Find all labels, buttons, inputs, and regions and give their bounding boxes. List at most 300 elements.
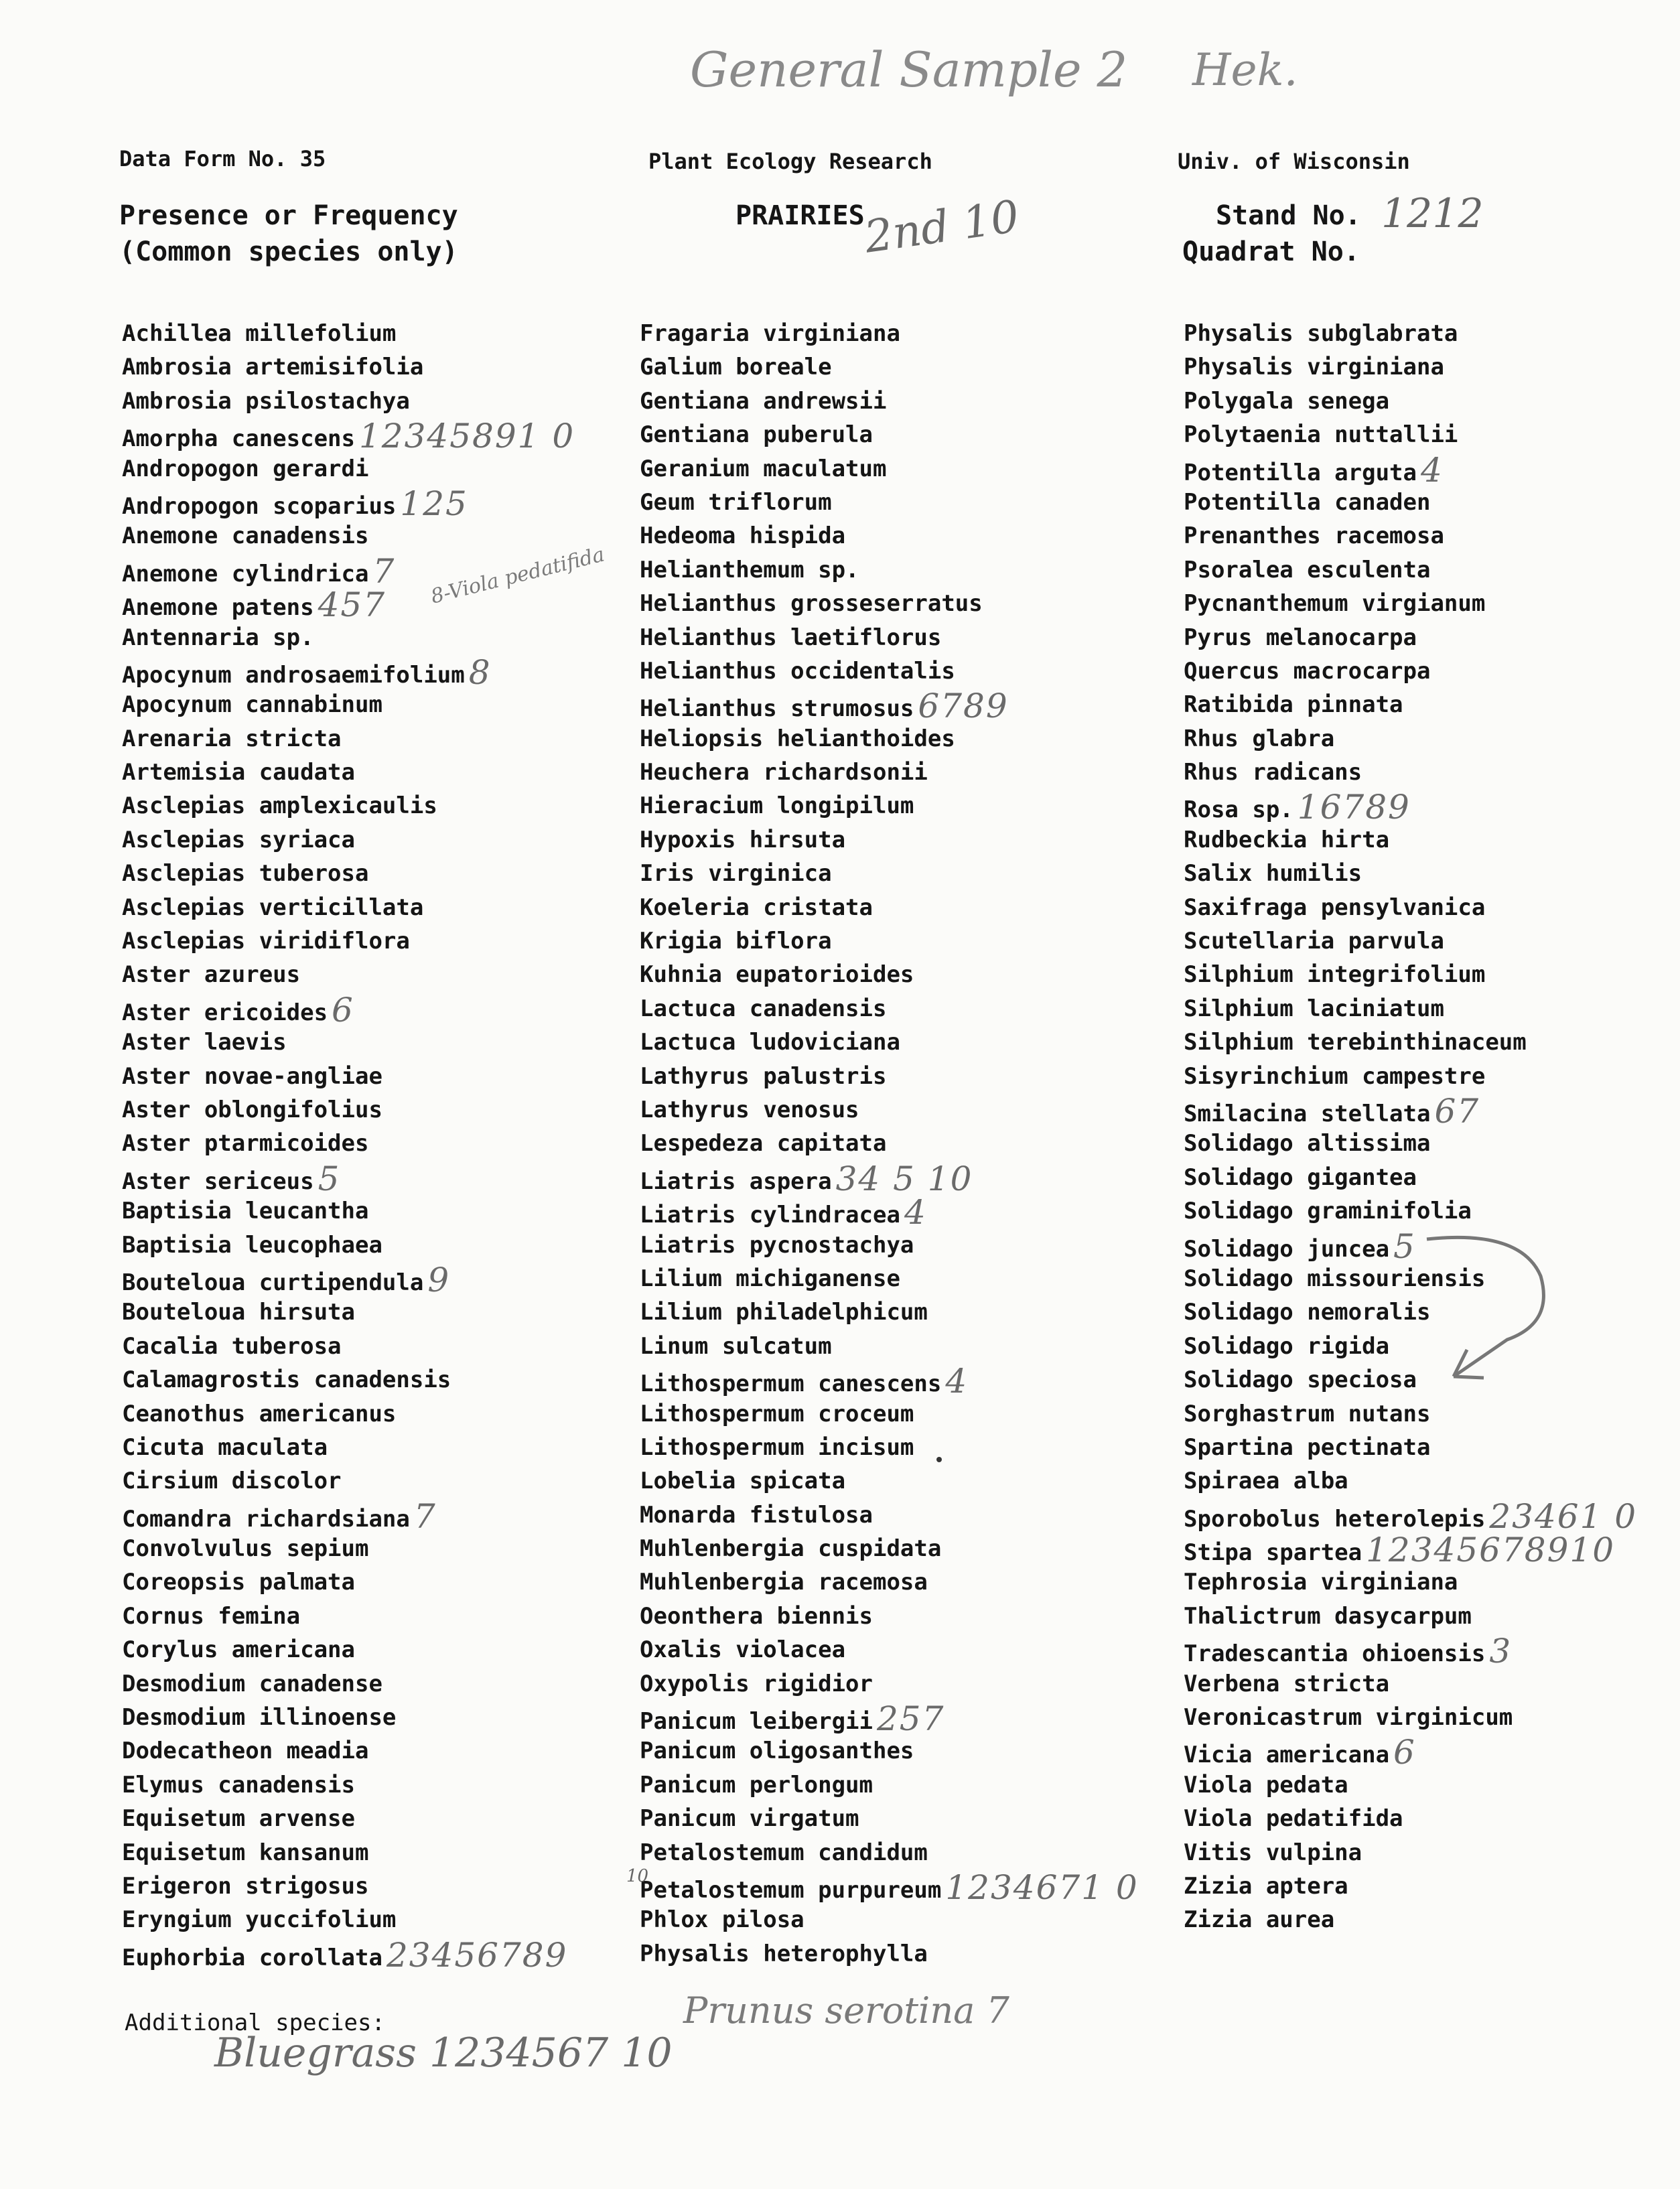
species-item bbox=[1184, 519, 1637, 553]
species-name: Ratibida pinnata bbox=[1184, 691, 1403, 719]
species-item bbox=[122, 484, 575, 523]
species-item bbox=[122, 722, 575, 756]
species-name: Prenanthes racemosa bbox=[1184, 522, 1444, 550]
species-name: Solidago altissima bbox=[1184, 1130, 1431, 1157]
species-name: Iris virginica bbox=[640, 860, 832, 888]
species-item bbox=[1184, 384, 1637, 418]
species-name: Sorghastrum nutans bbox=[1184, 1400, 1431, 1427]
species-item bbox=[1184, 1464, 1637, 1498]
species-name: Aster sericeus bbox=[122, 1168, 314, 1195]
species-name: Salix humilis bbox=[1184, 860, 1362, 888]
species-name: Anemone patens bbox=[122, 594, 314, 622]
frequency-annotation: 125 bbox=[400, 484, 468, 523]
species-name: Zizia aptera bbox=[1184, 1872, 1348, 1900]
species-item bbox=[1184, 621, 1637, 654]
species-item bbox=[122, 350, 575, 384]
species-item bbox=[1184, 688, 1637, 721]
species-item bbox=[1184, 1060, 1637, 1093]
species-name: Oxypolis rigidior bbox=[640, 1670, 873, 1697]
frequency-annotation: 6 bbox=[1393, 1733, 1416, 1772]
species-name: Lilium michiganense bbox=[640, 1265, 900, 1292]
species-item bbox=[122, 958, 575, 991]
species-item bbox=[122, 1903, 575, 1936]
species-item bbox=[640, 992, 1139, 1026]
species-item bbox=[640, 1060, 1139, 1093]
species-item bbox=[122, 1600, 575, 1633]
species-name: Ceanothus americanus bbox=[122, 1400, 397, 1427]
organization: Plant Ecology Research bbox=[648, 149, 932, 174]
species-column-2 bbox=[640, 317, 1139, 1971]
species-item bbox=[1184, 1701, 1637, 1734]
species-item bbox=[1184, 1802, 1637, 1835]
species-name: Thalictrum dasycarpum bbox=[1184, 1602, 1472, 1630]
species-name: Geranium maculatum bbox=[640, 455, 887, 482]
species-item bbox=[640, 891, 1139, 924]
species-name: Potentilla arguta bbox=[1184, 459, 1417, 486]
species-name: Aster ericoides bbox=[122, 999, 328, 1026]
species-item bbox=[122, 688, 575, 721]
species-name: Calamagrostis canadensis bbox=[122, 1366, 451, 1394]
species-name: Aster azureus bbox=[122, 961, 301, 989]
species-name: Oxalis violacea bbox=[640, 1636, 846, 1664]
species-name: Liatris aspera bbox=[640, 1168, 832, 1195]
species-name: Solidago speciosa bbox=[1184, 1366, 1417, 1394]
species-name: Veronicastrum virginicum bbox=[1184, 1704, 1513, 1732]
handwritten-sample-title: General Sample 2 bbox=[690, 42, 1128, 98]
species-item bbox=[640, 1431, 1139, 1464]
species-name: Asclepias verticillata bbox=[122, 894, 424, 921]
frequency-annotation: 7 bbox=[372, 551, 396, 591]
species-item bbox=[1184, 450, 1637, 490]
frequency-annotation: 4 bbox=[945, 1362, 969, 1401]
species-name: Rhus glabra bbox=[1184, 725, 1335, 752]
species-item bbox=[122, 823, 575, 857]
species-item bbox=[122, 1667, 575, 1701]
species-name: Silphium integrifolium bbox=[1184, 961, 1486, 989]
species-name: Tephrosia virginiana bbox=[1184, 1569, 1458, 1596]
species-name: Solidago nemoralis bbox=[1184, 1299, 1431, 1326]
species-name: Pyrus melanocarpa bbox=[1184, 624, 1417, 651]
species-name: Panicum virgatum bbox=[640, 1805, 859, 1833]
species-name: Artemisia caudata bbox=[122, 759, 355, 786]
species-item bbox=[640, 418, 1139, 451]
species-name: Bouteloua hirsuta bbox=[122, 1299, 355, 1326]
species-item bbox=[122, 990, 575, 1030]
species-item bbox=[122, 585, 575, 625]
frequency-annotation: 7 bbox=[413, 1496, 437, 1536]
species-name: Hypoxis hirsuta bbox=[640, 826, 846, 853]
species-name: Solidago juncea bbox=[1184, 1235, 1390, 1263]
species-name: Vicia americana bbox=[1184, 1742, 1390, 1769]
species-item bbox=[122, 317, 575, 350]
species-name: Panicum leibergii bbox=[640, 1708, 873, 1736]
species-name: Polygala senega bbox=[1184, 387, 1390, 415]
species-item bbox=[640, 621, 1139, 654]
species-item bbox=[122, 1869, 575, 1903]
species-item bbox=[640, 1667, 1139, 1701]
petalostemum-ten-note: 10 bbox=[626, 1866, 649, 1886]
species-item bbox=[640, 687, 1139, 726]
species-item bbox=[640, 654, 1139, 688]
frequency-annotation: 5 bbox=[318, 1159, 341, 1198]
species-name: Oeonthera biennis bbox=[640, 1602, 873, 1630]
species-item bbox=[1184, 788, 1637, 827]
presence-label: Presence or Frequency bbox=[119, 200, 458, 231]
frequency-annotation: 4 bbox=[1421, 450, 1444, 490]
species-item bbox=[1184, 1127, 1637, 1160]
species-name: Muhlenbergia cuspidata bbox=[640, 1535, 942, 1563]
species-item bbox=[640, 1600, 1139, 1633]
species-name: Convolvulus sepium bbox=[122, 1535, 369, 1563]
species-name: Spartina pectinata bbox=[1184, 1433, 1431, 1461]
frequency-annotation: 4 bbox=[904, 1193, 927, 1232]
species-item bbox=[122, 1260, 575, 1299]
frequency-annotation: 67 bbox=[1434, 1091, 1480, 1131]
species-item bbox=[1184, 1667, 1637, 1701]
species-name: Solidago missouriensis bbox=[1184, 1265, 1486, 1292]
category-handwritten-note: 2nd 10 bbox=[861, 190, 1022, 263]
species-item bbox=[1184, 1632, 1637, 1671]
species-name: Polytaenia nuttallii bbox=[1184, 421, 1458, 449]
species-item bbox=[1184, 1600, 1637, 1633]
species-item bbox=[122, 1060, 575, 1093]
species-item bbox=[122, 621, 575, 654]
species-item bbox=[1184, 823, 1637, 857]
species-name: Hieracium longipilum bbox=[640, 792, 914, 820]
species-item bbox=[1184, 1869, 1637, 1903]
species-item bbox=[1184, 553, 1637, 587]
species-name: Bouteloua curtipendula bbox=[122, 1269, 424, 1296]
species-item bbox=[640, 823, 1139, 857]
stand-value: 1212 bbox=[1381, 190, 1484, 237]
species-name: Fragaria virginiana bbox=[640, 320, 900, 347]
species-name: Physalis heterophylla bbox=[640, 1940, 928, 1967]
species-name: Geum triflorum bbox=[640, 488, 832, 516]
species-name: Potentilla canaden bbox=[1184, 488, 1431, 516]
species-name: Quercus macrocarpa bbox=[1184, 657, 1431, 685]
species-name: Helianthus occidentalis bbox=[640, 657, 955, 685]
species-item bbox=[1184, 1194, 1637, 1228]
species-name: Hedeoma hispida bbox=[640, 522, 846, 550]
species-name: Cirsium discolor bbox=[122, 1468, 342, 1495]
species-item bbox=[122, 519, 575, 553]
species-item bbox=[122, 1431, 575, 1464]
species-item bbox=[640, 1159, 1139, 1198]
species-name: Solidago graminifolia bbox=[1184, 1198, 1472, 1225]
species-item bbox=[640, 958, 1139, 991]
species-name: Equisetum arvense bbox=[122, 1805, 355, 1833]
species-name: Desmodium canadense bbox=[122, 1670, 382, 1697]
species-item bbox=[122, 384, 575, 418]
species-item bbox=[1184, 756, 1637, 789]
species-name: Helianthus laetiflorus bbox=[640, 624, 942, 651]
species-item bbox=[122, 1836, 575, 1869]
species-name: Galium boreale bbox=[640, 354, 832, 381]
frequency-annotation: 257 bbox=[877, 1699, 945, 1739]
species-name: Antennaria sp. bbox=[122, 624, 314, 651]
species-item bbox=[640, 1262, 1139, 1295]
species-name: Physalis virginiana bbox=[1184, 354, 1444, 381]
species-name: Petalostemum purpureum bbox=[640, 1876, 942, 1904]
species-item bbox=[1184, 1768, 1637, 1802]
species-name: Muhlenbergia racemosa bbox=[640, 1569, 928, 1596]
species-item bbox=[122, 1633, 575, 1667]
species-item bbox=[640, 1228, 1139, 1262]
species-name: Ambrosia psilostachya bbox=[122, 387, 410, 415]
species-name: Spiraea alba bbox=[1184, 1468, 1348, 1495]
species-item bbox=[122, 1093, 575, 1127]
species-item bbox=[640, 1093, 1139, 1127]
common-species-label: (Common species only) bbox=[119, 236, 458, 267]
species-name: Verbena stricta bbox=[1184, 1670, 1390, 1697]
species-name: Gentiana puberula bbox=[640, 421, 873, 449]
species-item bbox=[640, 756, 1139, 789]
species-name: Aster oblongifolius bbox=[122, 1096, 382, 1123]
species-item bbox=[122, 789, 575, 823]
species-item bbox=[1184, 1330, 1637, 1363]
species-item bbox=[640, 317, 1139, 350]
species-name: Asclepias syriaca bbox=[122, 826, 355, 853]
species-name: Panicum oligosanthes bbox=[640, 1738, 914, 1765]
species-name: Phlox pilosa bbox=[640, 1906, 804, 1934]
species-name: Achillea millefolium bbox=[122, 320, 397, 347]
species-item bbox=[640, 1937, 1139, 1971]
bluegrass-note: Bluegrass 1234567 10 bbox=[214, 2030, 673, 2076]
quadrat-label: Quadrat No. bbox=[1182, 236, 1360, 267]
species-name: Zizia aurea bbox=[1184, 1906, 1335, 1934]
frequency-annotation: 34 5 10 bbox=[835, 1159, 973, 1198]
species-name: Asclepias viridiflora bbox=[122, 928, 410, 955]
species-item bbox=[122, 891, 575, 924]
frequency-annotation: 12345678910 bbox=[1366, 1531, 1616, 1570]
species-item bbox=[1184, 1363, 1637, 1397]
species-name: Psoralea esculenta bbox=[1184, 556, 1431, 583]
species-item bbox=[640, 1295, 1139, 1329]
species-item bbox=[640, 1026, 1139, 1059]
species-item bbox=[122, 1363, 575, 1397]
species-name: Helianthemum sp. bbox=[640, 556, 859, 583]
species-item bbox=[1184, 857, 1637, 890]
species-item bbox=[1184, 958, 1637, 991]
species-item bbox=[1184, 722, 1637, 756]
species-name: Sisyrinchium campestre bbox=[1184, 1062, 1486, 1090]
species-item bbox=[640, 1565, 1139, 1599]
species-name: Euphorbia corollata bbox=[122, 1944, 382, 1971]
species-item bbox=[1184, 924, 1637, 958]
species-item bbox=[1184, 587, 1637, 620]
species-name: Smilacina stellata bbox=[1184, 1100, 1431, 1127]
species-item bbox=[1184, 1226, 1637, 1266]
species-name: Desmodium illinoense bbox=[122, 1704, 397, 1732]
species-item bbox=[1184, 1531, 1637, 1570]
species-name: Aster laevis bbox=[122, 1029, 287, 1056]
species-name: Lilium philadelphicum bbox=[640, 1299, 928, 1326]
species-name: Anemone cylindrica bbox=[122, 560, 369, 587]
species-item bbox=[640, 553, 1139, 587]
frequency-annotation: 23461 0 bbox=[1489, 1496, 1638, 1536]
category-title: PRAIRIES bbox=[736, 200, 865, 231]
species-item bbox=[640, 1330, 1139, 1363]
species-name: Baptisia leucophaea bbox=[122, 1231, 382, 1259]
species-name: Koeleria cristata bbox=[640, 894, 873, 921]
species-item bbox=[640, 1633, 1139, 1667]
species-name: Elymus canadensis bbox=[122, 1771, 355, 1798]
species-item bbox=[640, 350, 1139, 384]
species-name: Heuchera richardsonii bbox=[640, 759, 928, 786]
species-name: Equisetum kansanum bbox=[122, 1839, 369, 1866]
species-name: Aster novae-angliae bbox=[122, 1062, 382, 1090]
species-name: Solidago rigida bbox=[1184, 1332, 1390, 1360]
species-name: Lespedeza capitata bbox=[640, 1130, 887, 1157]
species-item bbox=[640, 1699, 1139, 1739]
form-number: Data Form No. 35 bbox=[119, 146, 326, 171]
species-item bbox=[1184, 1836, 1637, 1869]
bracket-arrow bbox=[1420, 1222, 1554, 1397]
species-item bbox=[1184, 1903, 1637, 1936]
species-name: Rosa sp. bbox=[1184, 796, 1293, 824]
frequency-annotation: 12345891 0 bbox=[359, 417, 575, 456]
species-name: Lithospermum croceum bbox=[640, 1400, 914, 1427]
species-item bbox=[122, 1397, 575, 1431]
frequency-annotation: 3 bbox=[1489, 1632, 1513, 1671]
species-name: Physalis subglabrata bbox=[1184, 320, 1458, 347]
species-item bbox=[1184, 1565, 1637, 1599]
species-name: Linum sulcatum bbox=[640, 1332, 832, 1360]
species-item bbox=[1184, 350, 1637, 384]
species-item bbox=[122, 1127, 575, 1160]
species-name: Liatris cylindracea bbox=[640, 1202, 900, 1229]
species-item bbox=[122, 1701, 575, 1734]
species-item bbox=[640, 924, 1139, 958]
species-item bbox=[640, 1768, 1139, 1802]
species-name: Aster ptarmicoides bbox=[122, 1130, 369, 1157]
species-item bbox=[122, 1194, 575, 1228]
species-item bbox=[640, 1836, 1139, 1869]
species-name: Helianthus grosseserratus bbox=[640, 590, 983, 618]
species-column-3 bbox=[1184, 317, 1637, 1937]
species-name: Apocynum cannabinum bbox=[122, 691, 382, 719]
species-item bbox=[1184, 1161, 1637, 1194]
species-name: Rudbeckia hirta bbox=[1184, 826, 1390, 853]
species-item bbox=[640, 1127, 1139, 1160]
prunus-note: Prunus serotina 7 bbox=[683, 1989, 1009, 2032]
species-item bbox=[122, 1768, 575, 1802]
species-item bbox=[640, 722, 1139, 756]
species-item bbox=[640, 1193, 1139, 1232]
species-item bbox=[122, 1802, 575, 1835]
species-item bbox=[122, 1330, 575, 1363]
species-name: Anemone canadensis bbox=[122, 522, 369, 550]
species-name: Gentiana andrewsii bbox=[640, 387, 887, 415]
species-name: Erigeron strigosus bbox=[122, 1872, 369, 1900]
frequency-annotation: 8 bbox=[468, 652, 492, 692]
species-item bbox=[1184, 992, 1637, 1026]
species-item bbox=[640, 384, 1139, 418]
species-name: Viola pedatifida bbox=[1184, 1805, 1403, 1833]
species-item bbox=[122, 857, 575, 890]
species-item bbox=[1184, 1431, 1637, 1464]
species-name: Heliopsis helianthoides bbox=[640, 725, 955, 752]
species-item bbox=[122, 452, 575, 486]
species-item bbox=[1184, 317, 1637, 350]
species-name: Helianthus strumosus bbox=[640, 695, 914, 723]
species-name: Stipa spartea bbox=[1184, 1539, 1362, 1567]
species-item bbox=[640, 452, 1139, 486]
species-name: Lathyrus venosus bbox=[640, 1096, 859, 1123]
species-item bbox=[122, 1228, 575, 1262]
species-name: Andropogon scoparius bbox=[122, 492, 397, 520]
species-name: Comandra richardsiana bbox=[122, 1505, 410, 1533]
species-item bbox=[122, 1935, 575, 1975]
viola-margin-note: 8-Viola pedatifida bbox=[428, 543, 607, 609]
species-item bbox=[640, 1734, 1139, 1768]
species-name: Apocynum androsaemifolium bbox=[122, 661, 465, 689]
species-item bbox=[640, 486, 1139, 519]
species-name: Pycnanthemum virgianum bbox=[1184, 590, 1486, 618]
frequency-annotation: 23456789 bbox=[386, 1935, 568, 1975]
frequency-annotation: 5 bbox=[1393, 1226, 1416, 1266]
species-name: Andropogon gerardi bbox=[122, 455, 369, 482]
species-item bbox=[1184, 1026, 1637, 1059]
species-name: Petalostemum candidum bbox=[640, 1839, 928, 1866]
species-name: Ambrosia artemisifolia bbox=[122, 354, 424, 381]
species-name: Eryngium yuccifolium bbox=[122, 1906, 397, 1934]
species-item bbox=[122, 1026, 575, 1059]
species-name: Lobelia spicata bbox=[640, 1468, 846, 1495]
species-name: Lithospermum incisum bbox=[640, 1433, 914, 1461]
species-item bbox=[640, 1903, 1139, 1936]
species-item bbox=[640, 1464, 1139, 1498]
species-name: Kuhnia eupatorioides bbox=[640, 961, 914, 989]
species-name: Monarda fistulosa bbox=[640, 1501, 873, 1529]
species-name: Arenaria stricta bbox=[122, 725, 342, 752]
species-item bbox=[122, 1159, 575, 1198]
species-name: Amorpha canescens bbox=[122, 425, 355, 453]
species-name: Solidago gigantea bbox=[1184, 1163, 1417, 1191]
species-name: Asclepias tuberosa bbox=[122, 860, 369, 888]
species-item bbox=[1184, 654, 1637, 688]
species-name: Viola pedata bbox=[1184, 1771, 1348, 1798]
species-item bbox=[1184, 891, 1637, 924]
species-name: Saxifraga pensylvanica bbox=[1184, 894, 1486, 921]
species-name: Cicuta maculata bbox=[122, 1433, 328, 1461]
species-item bbox=[122, 417, 575, 456]
frequency-annotation: 16789 bbox=[1297, 788, 1411, 827]
species-item bbox=[122, 1532, 575, 1565]
species-name: Lactuca canadensis bbox=[640, 995, 887, 1022]
frequency-annotation: 6 bbox=[332, 990, 354, 1030]
species-name: Baptisia leucantha bbox=[122, 1198, 369, 1225]
frequency-annotation: 6789 bbox=[918, 687, 1009, 726]
species-item bbox=[122, 1565, 575, 1599]
stand-label: Stand No. bbox=[1216, 200, 1361, 231]
species-name: Dodecatheon meadia bbox=[122, 1738, 369, 1765]
species-name: Panicum perlongum bbox=[640, 1771, 873, 1798]
species-item bbox=[640, 1802, 1139, 1835]
species-name: Liatris pycnostachya bbox=[640, 1231, 914, 1259]
species-item bbox=[1184, 486, 1637, 519]
species-item bbox=[1184, 1295, 1637, 1329]
species-name: Corylus americana bbox=[122, 1636, 355, 1664]
species-item bbox=[640, 789, 1139, 823]
species-item bbox=[640, 1867, 1139, 1907]
species-name: Asclepias amplexicaulis bbox=[122, 792, 437, 820]
species-column-1 bbox=[122, 317, 575, 1975]
species-name: Lathyrus palustris bbox=[640, 1062, 887, 1090]
species-name: Sporobolus heterolepis bbox=[1184, 1505, 1486, 1533]
species-item bbox=[640, 587, 1139, 620]
species-item bbox=[122, 1295, 575, 1329]
